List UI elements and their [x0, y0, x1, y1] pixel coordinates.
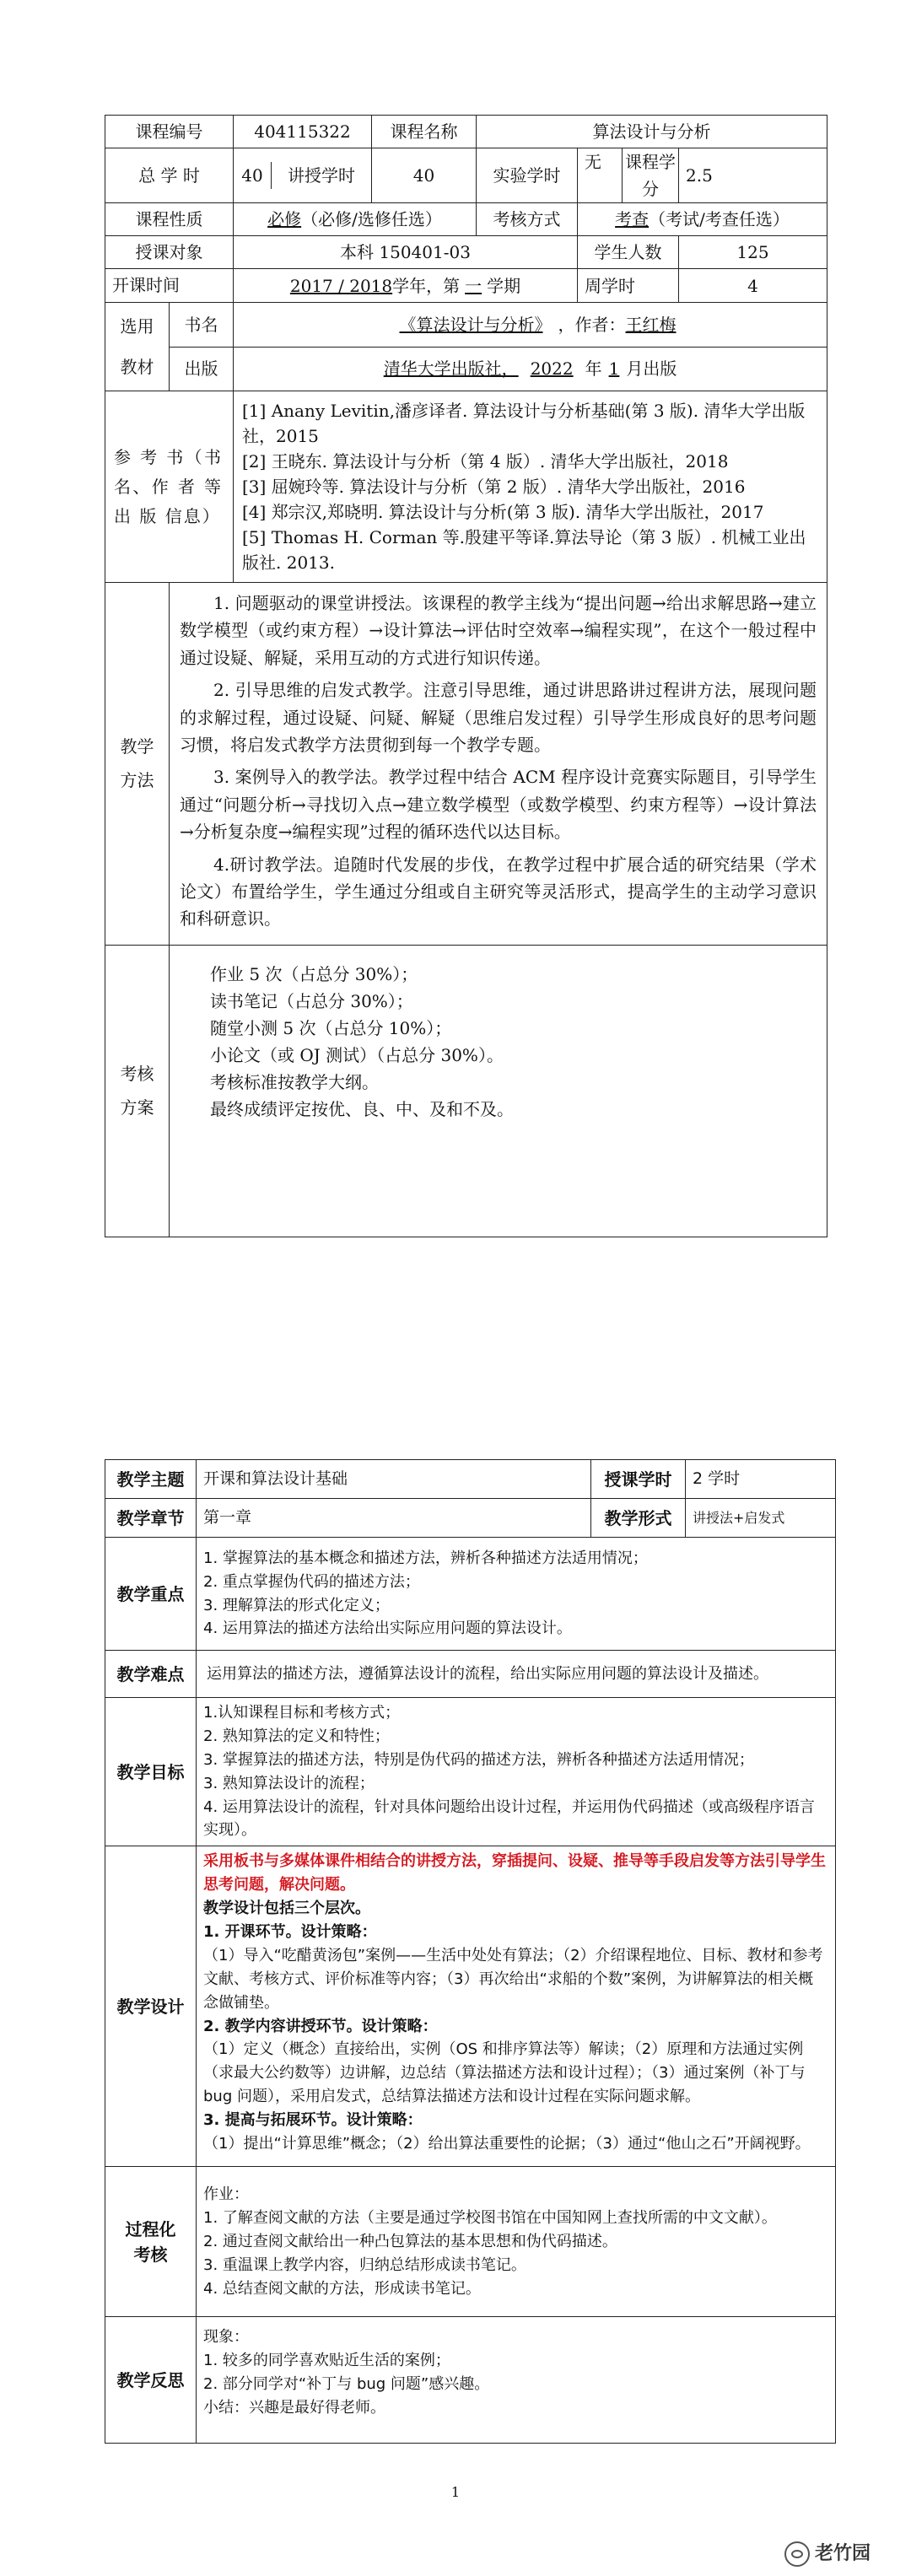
term-suffix: 学期 — [487, 275, 521, 296]
weekly-hours-value: 4 — [679, 269, 827, 303]
course-nature-cell — [234, 203, 477, 236]
assessment-item: 随堂小测 5 次（占总分 10%）； — [210, 1017, 452, 1038]
theme-label: 教学主题 — [105, 1460, 197, 1499]
difficulty-value: 运用算法的描述方法，遵循算法设计的流程，给出实际应用问题的算法设计及描述。 — [197, 1651, 836, 1698]
watermark — [784, 2539, 871, 2567]
course-nature-hint: （必修/选修任选） — [301, 209, 442, 229]
process-item: 3. 重温课上教学内容，归纳总结形成读书笔记。 — [203, 2255, 526, 2274]
methods-label-b: 方法 — [120, 770, 154, 791]
design-strategy-note: 采用板书与多媒体课件相结合的讲授方法，穿插提问、设疑、推导等手段启发等方法引导学生思考问题，解决问题。 — [203, 1852, 826, 1894]
design-step-2-title: 2. 教学内容讲授环节。设计策略： — [203, 2017, 438, 2035]
design-levels: 教学设计包括三个层次。 — [203, 1900, 370, 1918]
exam-method-value: 考查 — [615, 209, 650, 229]
process-item: 1. 了解查阅文献的方法（主要是通过学校图书馆在中国知网上查找所需的中文文献）。 — [203, 2209, 777, 2227]
assessment-label-b: 方案 — [120, 1097, 154, 1118]
course-code-value: 404115322 — [234, 116, 372, 148]
goals-list — [197, 1698, 836, 1846]
credit-value: 2.5 — [679, 148, 827, 203]
course-name-label: 课程名称 — [372, 116, 477, 148]
goal-item: 4. 运用算法设计的流程，针对具体问题给出设计过程，并运用伪代码描述（或高级程序语言实现）。 — [203, 1797, 815, 1840]
reference-item: [2] 王晓东. 算法设计与分析（第 4 版）. 清华大学出版社，2018 — [242, 451, 729, 472]
publisher-label: 出版 — [170, 347, 234, 391]
design-label: 教学设计 — [105, 1846, 197, 2167]
design-step-1-text: （1）导入“吃醋黄汤包”案例——生活中处处有算法；（2）介绍课程地位、目标、教材和参考文献、考核方式、评价标准等内容；（3）再次给出“求船的个数”案例，为讲解算法的相关概念做铺垫。 — [203, 1946, 823, 2012]
theme-value: 开课和算法设计基础 — [197, 1460, 591, 1499]
lab-credit-cell — [578, 148, 679, 203]
design-step-3-text: （1）提出“计算思维”概念；（2）给出算法重要性的论据；（3）通过“他山之石”开阔视野。 — [203, 2135, 811, 2153]
assessment-label-a: 考核 — [120, 1064, 154, 1085]
design-step-1-title: 1. 开课环节。设计策略： — [203, 1923, 377, 1942]
key-points-label: 教学重点 — [105, 1538, 197, 1651]
course-name-value: 算法设计与分析 — [477, 116, 827, 148]
reflection-label: 教学反思 — [105, 2317, 197, 2444]
textbook-label-a: 选用 — [120, 316, 154, 337]
school-year-suffix: 学年，第 — [392, 275, 461, 296]
pub-year-suffix: 年 — [585, 358, 602, 380]
methods-label — [105, 583, 170, 946]
credit-label: 课程学分 — [625, 152, 676, 199]
chapter-value: 第一章 — [197, 1499, 591, 1538]
lecture-hours-label: 讲授学时 — [288, 165, 355, 186]
key-point: 3. 理解算法的形式化定义； — [203, 1596, 390, 1614]
process-title: 作业： — [203, 2185, 249, 2204]
reference-item: [1] Anany Levitin,潘彦译者. 算法设计与分析基础(第 3 版). 清华大学出版社，2015 — [242, 401, 806, 446]
reflection-title: 现象： — [203, 2328, 249, 2347]
reference-item: [3] 屈婉玲等. 算法设计与分析（第 2 版）. 清华大学出版社，2016 — [242, 477, 746, 497]
target-label: 授课对象 — [105, 236, 234, 269]
students-label: 学生人数 — [578, 236, 679, 269]
author-label: ，作者： — [558, 314, 626, 335]
target-value: 本科 150401-03 — [234, 236, 578, 269]
book-title-value: 《算法设计与分析》 — [399, 314, 543, 335]
form-value: 讲授法+启发式 — [686, 1499, 836, 1538]
references-label: 参 考 书（书名、作 者 等出 版 信息） — [105, 391, 234, 583]
goals-label: 教学目标 — [105, 1698, 197, 1846]
assessment-item: 作业 5 次（占总分 30%）； — [210, 963, 418, 984]
references-list — [234, 391, 827, 583]
goal-item: 3. 掌握算法的描述方法，特别是伪代码的描述方法，辨析各种描述方法适用情况； — [203, 1750, 754, 1769]
reflection-item: 1. 较多的同学喜欢贴近生活的案例； — [203, 2352, 450, 2370]
total-hours-value: 40 — [234, 162, 272, 189]
textbook-label-b: 教材 — [120, 357, 154, 377]
book-title-cell — [234, 303, 827, 348]
methods-label-a: 教学 — [120, 736, 154, 757]
syllabus-table — [105, 115, 827, 1237]
reflection-item: 小结：兴趣是最好得老师。 — [203, 2399, 385, 2417]
term-value: 一 — [465, 275, 482, 296]
pub-month: 1 — [608, 358, 620, 380]
school-year: 2017 / 2018 — [289, 275, 393, 296]
key-point: 2. 重点掌握伪代码的描述方法； — [203, 1572, 420, 1591]
reflection-item: 2. 部分同学对“补丁与 bug 问题”感兴趣。 — [203, 2375, 490, 2394]
pub-year: 2022 — [530, 358, 574, 380]
assessment-content — [170, 945, 827, 1237]
hours-label: 授课学时 — [591, 1460, 686, 1499]
key-point: 1. 掌握算法的基本概念和描述方法，辨析各种描述方法适用情况； — [203, 1549, 648, 1567]
key-points-list — [197, 1538, 836, 1651]
hours-value: 2 学时 — [686, 1460, 836, 1499]
method-paragraph: 1. 问题驱动的课堂讲授法。该课程的教学主线为“提出问题→给出求解思路→建立数学模型（或约束方程）→设计算法→评估时空效率→编程实现”，在这个一般过程中通过设疑、解疑，采用互动的方式进行知识传递。 — [180, 593, 817, 668]
pub-month-suffix: 月出版 — [626, 358, 677, 380]
reflection-list — [197, 2317, 836, 2444]
book-title-label: 书名 — [170, 303, 234, 348]
goal-item: 2. 熟知算法的定义和特性； — [203, 1727, 390, 1745]
weekly-hours-label: 周学时 — [578, 269, 679, 303]
lab-hours-label: 实验学时 — [477, 148, 578, 203]
hours-cell — [234, 148, 372, 203]
start-time-label: 开课时间 — [105, 269, 234, 303]
reference-item: [5] Thomas H. Corman 等.殷建平等译.算法导论（第 3 版）. 机械工业出版社. 2013. — [242, 527, 806, 573]
goal-item: 3. 熟知算法设计的流程； — [203, 1774, 375, 1792]
textbook-label — [105, 303, 170, 391]
page-number: 1 — [450, 2484, 461, 2500]
key-point: 4. 运用算法的描述方法给出实际应用问题的算法设计。 — [203, 1619, 572, 1638]
course-code-label: 课程编号 — [105, 116, 234, 148]
process-item: 2. 通过查阅文献给出一种凸包算法的基本思想和伪代码描述。 — [203, 2232, 617, 2250]
difficulty-label: 教学难点 — [105, 1651, 197, 1698]
process-item: 4. 总结查阅文献的方法，形成读书笔记。 — [203, 2279, 481, 2298]
assessment-item: 最终成绩评定按优、良、中、及和不及。 — [210, 1098, 514, 1119]
exam-method-hint: （考试/考查任选） — [649, 209, 790, 229]
lesson-plan-table — [105, 1459, 836, 2444]
chapter-label: 教学章节 — [105, 1499, 197, 1538]
publisher-value: 清华大学出版社， — [383, 358, 519, 380]
design-step-2-text: （1）定义（概念）直接给出，实例（OS 和排序算法等）解读；（2）原理和方法通过实例（求最大公约数等）边讲解，边总结（算法描述方法和设计过程）；（3）通过案例（补丁与 bug 问题），采用启发式，总结算法描述方法和设计过程在实际问题求解。 — [203, 2040, 806, 2106]
process-assessment-list — [197, 2167, 836, 2317]
students-value: 125 — [679, 236, 827, 269]
method-paragraph: 4.研讨教学法。追随时代发展的步伐，在教学过程中扩展合适的研究结果（学术论文）布置给学生，学生通过分组或自主研究等灵活形式，提高学生的主动学习意识和科研意识。 — [180, 854, 817, 930]
course-nature-label: 课程性质 — [105, 203, 234, 236]
design-step-3-title: 3. 提高与拓展环节。设计策略： — [203, 2111, 423, 2130]
course-nature-value: 必修 — [267, 209, 302, 229]
lecture-hours-value: 40 — [372, 148, 477, 203]
publisher-cell — [234, 347, 827, 391]
method-paragraph: 3. 案例导入的教学法。教学过程中结合 ACM 程序设计竞赛实际题目，引导学生通过“问题分析→寻找切入点→建立数学模型（或数学模型、约束方程等）→设计算法→分析复杂度→编程实现”过程的循环迭代以达目标。 — [180, 767, 817, 843]
method-paragraph: 2. 引导思维的启发式教学。注意引导思维，通过讲思路讲过程讲方法，展现问题的求解过程，通过设疑、问疑、解疑（思维启发过程）引导学生形成良好的思考问题习惯，将启发式教学方法贯彻到每一个教学专题。 — [180, 680, 817, 755]
methods-content — [170, 583, 827, 946]
lab-hours-value: 无 — [578, 148, 623, 202]
assessment-item: 读书笔记（占总分 30%）； — [210, 990, 413, 1011]
process-assessment-label: 过程化考核 — [105, 2167, 197, 2317]
assessment-item: 小论文（或 OJ 测试）（占总分 30%）。 — [210, 1044, 504, 1065]
assessment-label — [105, 945, 170, 1237]
start-time-value — [234, 269, 578, 303]
wechat-icon — [784, 2541, 810, 2567]
total-hours-label: 总 学 时 — [105, 148, 234, 203]
reference-item: [4] 郑宗汉,郑晓明. 算法设计与分析(第 3 版). 清华大学出版社，2017 — [242, 502, 764, 522]
exam-method-cell — [578, 203, 827, 236]
assessment-item: 考核标准按教学大纲。 — [210, 1071, 379, 1092]
watermark-text: 老竹园 — [815, 2543, 871, 2564]
design-content — [197, 1846, 836, 2167]
form-label: 教学形式 — [591, 1499, 686, 1538]
author-value: 王红梅 — [625, 314, 677, 335]
exam-method-label: 考核方式 — [477, 203, 578, 236]
goal-item: 1.认知课程目标和考核方式； — [203, 1704, 401, 1722]
